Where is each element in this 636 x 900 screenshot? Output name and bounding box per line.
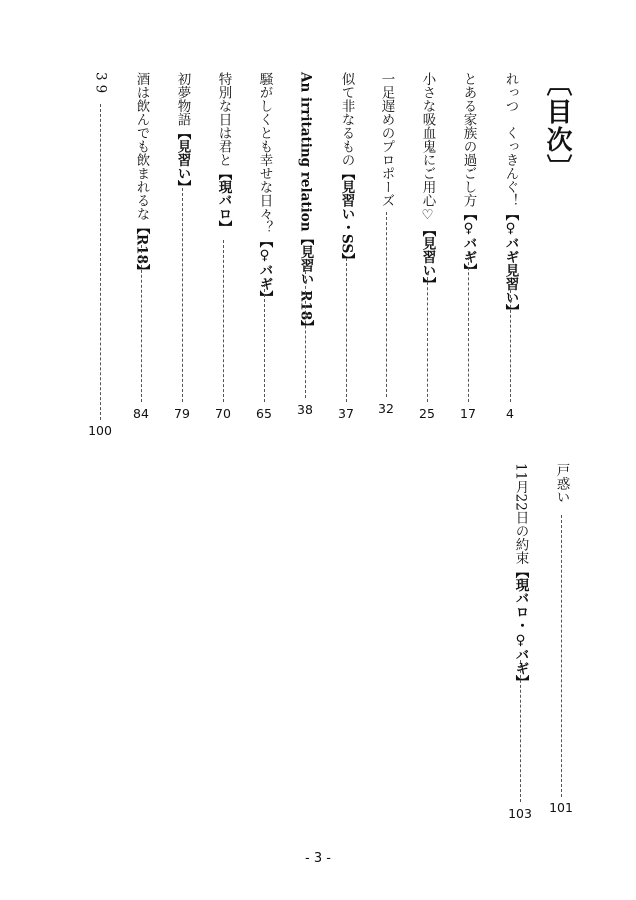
page-number: 79 — [174, 406, 190, 421]
entry-title: 騒がしくとも幸せな日々？ — [256, 72, 273, 234]
entry-title: 小さな吸血鬼にご用心♡ — [419, 72, 436, 223]
leader-dots — [223, 240, 224, 402]
toc-entry-3[interactable] — [420, 72, 434, 291]
page-number: 25 — [419, 406, 435, 421]
toc-entry-1[interactable] — [503, 72, 517, 318]
entry-title: 戸惑い — [553, 463, 570, 504]
entry-title: 39 — [92, 72, 109, 98]
leader-dots — [468, 252, 469, 402]
page-number: 84 — [133, 406, 149, 421]
toc-entry-11[interactable] — [93, 72, 107, 97]
entry-title: れっつ くっきんぐ！ — [502, 72, 519, 207]
page-number: 32 — [378, 401, 394, 416]
entry-tag: 【見習い】 — [419, 223, 436, 291]
entry-title: 11月22日の約束 — [512, 463, 529, 565]
leader-dots — [520, 660, 521, 802]
toc-entry-4[interactable] — [379, 72, 393, 207]
entry-title: 特別な日は君と — [215, 72, 232, 167]
page-number: 101 — [549, 800, 573, 815]
entry-tag: 【現バロ・♀バギ】 — [512, 564, 529, 689]
leader-dots — [346, 258, 347, 402]
leader-dots — [141, 240, 142, 402]
toc-entry-13[interactable] — [513, 463, 527, 689]
page-number: 100 — [88, 423, 112, 438]
entry-tag: 【♀バギ】 — [460, 207, 477, 277]
leader-dots — [510, 290, 511, 402]
entry-tag: 【R18】 — [133, 220, 150, 278]
entry-title: An irritating relation — [297, 72, 314, 232]
page-footer: - 3 - — [305, 851, 331, 866]
page-number: 103 — [508, 806, 532, 821]
entry-title: 初夢物語 — [174, 72, 191, 126]
page-number: 70 — [215, 406, 231, 421]
entry-tag: 【見習い・SS】 — [338, 166, 355, 267]
leader-dots — [305, 266, 306, 398]
toc-entry-5[interactable] — [339, 72, 353, 267]
leader-dots — [386, 212, 387, 397]
page-number: 17 — [460, 406, 476, 421]
entry-tag: 【現バロ】 — [215, 166, 232, 234]
entry-title: 一足遅めのプロポーズ — [378, 72, 395, 207]
entry-tag: 【見習い R18】 — [297, 231, 314, 334]
entry-tag: 【見習い】 — [174, 126, 191, 194]
leader-dots — [100, 104, 101, 420]
page-number: 37 — [338, 406, 354, 421]
page-number: 38 — [297, 402, 313, 417]
leader-dots — [182, 188, 183, 402]
page-number: 65 — [256, 406, 272, 421]
page-number: 4 — [506, 406, 514, 421]
entry-title: とある家族の過ごし方 — [460, 72, 477, 207]
entry-title: 似て非なるもの — [338, 72, 355, 167]
toc-entry-2[interactable] — [461, 72, 475, 277]
leader-dots — [561, 515, 562, 797]
entry-title: 酒は飲んでも飲まれるな — [133, 72, 150, 221]
toc-entry-7[interactable] — [257, 72, 271, 304]
toc-entry-8[interactable] — [216, 72, 230, 234]
leader-dots — [264, 284, 265, 402]
entry-tag: 【♀バギ】 — [256, 234, 273, 304]
toc-entry-9[interactable] — [175, 72, 189, 194]
toc-entry-12[interactable] — [554, 463, 568, 504]
leader-dots — [427, 272, 428, 402]
toc-title: 〔目次〕 — [542, 70, 572, 182]
entry-tag: 【♀バギ見習い】 — [502, 207, 519, 318]
